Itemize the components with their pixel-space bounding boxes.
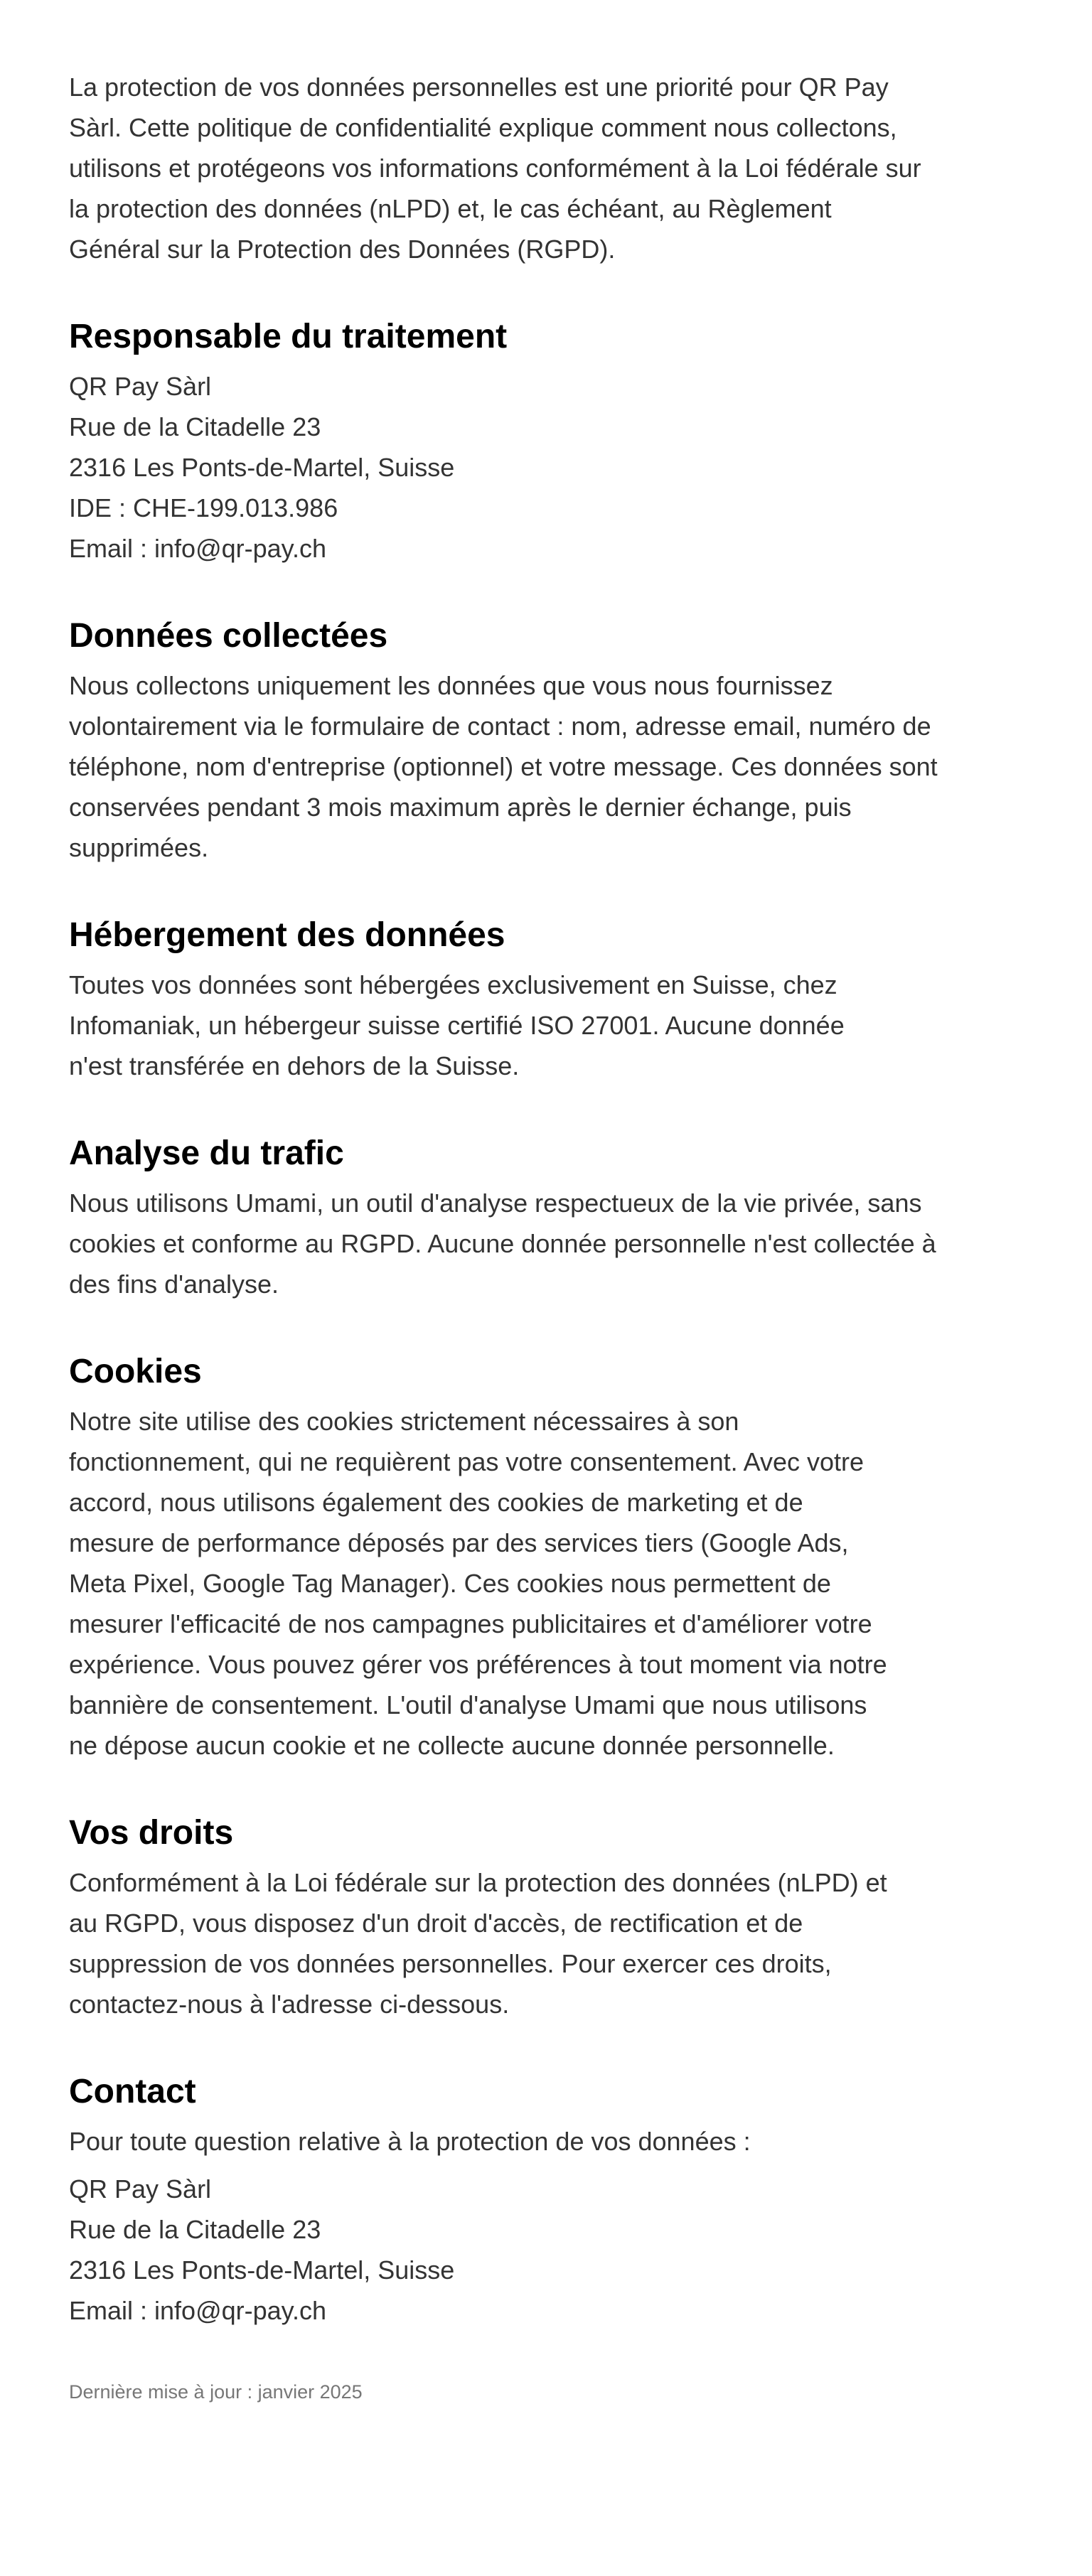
cookies-paragraph: Notre site utilise des cookies strictement nécessaires à son fonctionnement, qui ne requièrent pas votre consentement. Avec votre accord, nous utilisons également des cookies de marketing et de mesure de performance déposés par des services tiers (Google Ads, Meta Pixel, Google Tag Manager). Ces cookies nous permettent de mesurer l'efficacité de nos campagnes publicitaires et d'améliorer votre expérience. Vous pouvez gérer vos préférences à tout moment via notre bannière de consentement. L'outil d'analyse Umami que nous utilisons ne dépose aucun cookie et ne collecte aucune donnée personnelle.	[69, 1407, 887, 1760]
contact-city-address: 2316 Les Ponts-de-Martel, Suisse	[69, 2255, 455, 2285]
section-title-donnees: Données collectées	[69, 617, 388, 655]
email-line: Email : info@qr-pay.ch	[69, 534, 327, 563]
intro-paragraph: La protection de vos données personnelles est une priorité pour QR Pay Sàrl. Cette politique de confidentialité explique comment nous collectons, utilisons et protégeons vos informations conformément à la Loi fédérale sur la protection des données (nLPD) et, le cas échéant, au Règlement Général sur la Protection des Données (RGPD).	[69, 73, 921, 264]
donnees-paragraph: Nous collectons uniquement les données que vous nous fournissez volontairement via le formulaire de contact : nom, adresse email, numéro de téléphone, nom d'entreprise (optionnel) et votre message. Ces données sont conservées pendant 3 mois maximum après le dernier échange, puis supprimées.	[69, 671, 938, 862]
city-address: 2316 Les Ponts-de-Martel, Suisse	[69, 453, 455, 482]
section-title-droits: Vos droits	[69, 1814, 234, 1852]
last-updated-note: Dernière mise à jour : janvier 2025	[69, 2381, 363, 2403]
contact-company-name: QR Pay Sàrl	[69, 2174, 212, 2204]
privacy-policy-content	[69, 67, 951, 2424]
section-title-responsable: Responsable du traitement	[69, 318, 508, 355]
contact-street-address: Rue de la Citadelle 23	[69, 2215, 321, 2244]
responsable-address	[69, 366, 951, 569]
section-title-cookies: Cookies	[69, 1353, 202, 1390]
contact-paragraph: Pour toute question relative à la protection de vos données :	[69, 2127, 751, 2156]
section-title-analyse: Analyse du trafic	[69, 1134, 344, 1172]
section-title-hebergement: Hébergement des données	[69, 916, 505, 954]
analyse-paragraph: Nous utilisons Umami, un outil d'analyse respectueux de la vie privée, sans cookies et conforme au RGPD. Aucune donnée personnelle n'est collectée à des fins d'analyse.	[69, 1188, 936, 1299]
street-address: Rue de la Citadelle 23	[69, 412, 321, 441]
company-name: QR Pay Sàrl	[69, 372, 212, 401]
contact-email-line: Email : info@qr-pay.ch	[69, 2296, 327, 2325]
section-title-contact: Contact	[69, 2073, 196, 2110]
contact-address	[69, 2169, 951, 2331]
hebergement-paragraph: Toutes vos données sont hébergées exclusivement en Suisse, chez Infomaniak, un hébergeur suisse certifié ISO 27001. Aucune donnée n'est transférée en dehors de la Suisse.	[69, 970, 845, 1080]
droits-paragraph: Conformément à la Loi fédérale sur la protection des données (nLPD) et au RGPD, vous disposez d'un droit d'accès, de rectification et de suppression de vos données personnelles. Pour exercer ces droits, contactez-nous à l'adresse ci-dessous.	[69, 1868, 887, 2019]
ide-number: IDE : CHE-199.013.986	[69, 493, 338, 522]
